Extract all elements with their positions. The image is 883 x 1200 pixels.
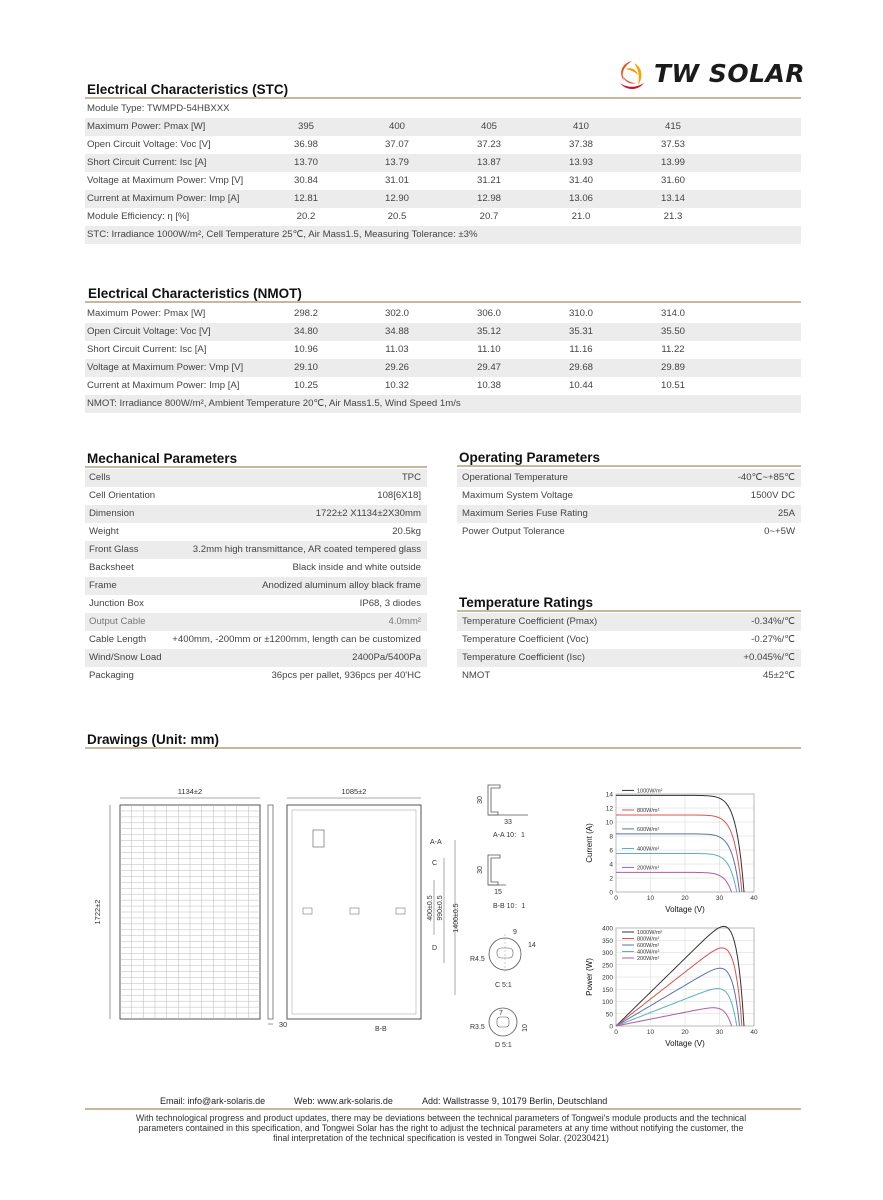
aa-height-label: 30 [477, 796, 484, 804]
stc-title: Electrical Characteristics (STC) [87, 82, 289, 97]
row-label: Temperature Coefficient (Voc) [462, 634, 589, 645]
section-bb [477, 855, 525, 910]
x-axis-label: Voltage (V) [665, 1039, 705, 1048]
nmot-rule [85, 301, 801, 303]
cell-value: 37.38 [568, 139, 593, 150]
nmot-title: Electrical Characteristics (NMOT) [88, 286, 302, 301]
footer-email: Email: info@ark-solaris.de [160, 1096, 266, 1106]
legend-label: 800W/m² [637, 808, 660, 814]
detail-d-label: D [432, 945, 438, 952]
bb-height-label: 30 [477, 866, 484, 874]
cell-value: 13.79 [384, 157, 409, 168]
mech-row [85, 469, 427, 487]
mech-row [85, 649, 427, 667]
op-row [457, 523, 801, 541]
row-label: Cable Length [89, 634, 147, 645]
cell-value: 37.53 [660, 139, 685, 150]
cell-value: 21.0 [571, 211, 591, 222]
operating-rule [457, 465, 801, 467]
mech-row [85, 595, 427, 613]
section-bb-label: B-B [375, 1026, 387, 1033]
legend-label: 1000W/m² [637, 930, 663, 936]
front-view [93, 787, 287, 1029]
brand-name: TW SOLAR [654, 59, 806, 88]
row-label: Maximum Power: Pmax [W] [87, 308, 206, 319]
y-tick-label: 250 [602, 962, 613, 970]
mech-row [85, 631, 427, 649]
y-axis-label: Current (A) [585, 823, 594, 863]
row-value: 2400Pa/5400Pa [352, 652, 421, 663]
frame-depth-label: 30 [278, 1020, 288, 1029]
row-value: 45±2℃ [762, 670, 795, 681]
cell-value: 10.51 [660, 380, 685, 391]
cell-value: 310.0 [568, 308, 593, 319]
operating-title: Operating Parameters [459, 450, 601, 465]
y-tick-label: 300 [602, 950, 613, 957]
stc-module-type-row [85, 100, 801, 118]
cell-value: 29.89 [660, 362, 685, 373]
temperature-table [457, 613, 801, 685]
stc-note-row [85, 226, 801, 244]
cell-value: 29.26 [384, 362, 409, 373]
legend-label: 200W/m² [637, 956, 660, 962]
detail-c [470, 929, 536, 989]
y-tick-label: 150 [602, 986, 613, 994]
cell-value: 13.93 [568, 157, 593, 168]
cell-value: 34.80 [293, 326, 318, 337]
row-label: Open Circuit Voltage: Voc [V] [87, 326, 211, 337]
stc-rule [85, 97, 801, 99]
detail-d [470, 1008, 529, 1049]
temp-row [457, 649, 801, 667]
y-tick-label: 100 [602, 999, 613, 1006]
row-label: Short Circuit Current: Isc [A] [87, 344, 207, 355]
temp-row [457, 631, 801, 649]
cell-value: 405 [480, 121, 497, 132]
row-label: Temperature Coefficient (Isc) [462, 652, 585, 663]
footer-rule [85, 1108, 801, 1110]
cell-value: 35.50 [660, 326, 685, 337]
cell-value: 10.32 [384, 380, 409, 391]
footer-address: Add: Wallstrasse 9, 10179 Berlin, Deutschland [422, 1096, 608, 1106]
legend-label: 200W/m² [637, 865, 660, 872]
row-label: Operational Temperature [462, 472, 568, 483]
y-tick-label: 50 [605, 1011, 613, 1019]
nmot-row [85, 341, 801, 359]
row-label: Power Output Tolerance [462, 526, 565, 537]
y-tick-label: 0 [609, 1023, 613, 1031]
d-width-label: 7 [499, 1010, 503, 1017]
legend-label: 1000W/m² [637, 788, 663, 795]
cell-value: 37.07 [384, 139, 409, 150]
cell-value: 29.10 [293, 362, 318, 373]
pv-curve-chart [580, 920, 770, 1054]
mech-row [85, 541, 427, 559]
row-value: Anodized aluminum alloy black frame [262, 580, 421, 591]
row-value: 3.2mm high transmittance, AR coated tempered glass [192, 544, 421, 555]
y-tick-label: 0 [609, 889, 613, 897]
nmot-row [85, 323, 801, 341]
row-label: Frame [89, 580, 117, 591]
dim-1400-label: 1400±0.5 [453, 903, 460, 933]
cell-value: 35.31 [568, 326, 593, 337]
row-label: Cells [89, 472, 111, 483]
stc-table [85, 100, 801, 244]
stc-row [85, 118, 801, 136]
stc-module-type: Module Type: TWMPD-54HBXXX [87, 103, 230, 114]
aa-width-label: 33 [504, 819, 512, 826]
row-label: Output Cable [89, 616, 146, 627]
dim-400-label: 400±0.5 [427, 895, 434, 921]
cell-value: 13.70 [293, 157, 318, 168]
row-label: NMOT [462, 670, 491, 681]
row-value: IP68, 3 diodes [359, 598, 421, 609]
op-row [457, 469, 801, 487]
nmot-row [85, 305, 801, 323]
mech-row [85, 523, 427, 541]
temp-row [457, 667, 801, 685]
cell-value: 37.23 [476, 139, 501, 150]
section-aa-label: A-A [430, 839, 442, 846]
y-tick-label: 6 [609, 847, 613, 855]
stc-row [85, 154, 801, 172]
sun-logo-icon [612, 57, 652, 95]
bb-width-label: 15 [494, 889, 502, 896]
row-label: Temperature Coefficient (Pmax) [462, 616, 598, 627]
row-label: Module Efficiency: η [%] [87, 211, 190, 222]
cell-value: 11.22 [661, 344, 685, 355]
cell-value: 21.3 [663, 211, 683, 222]
x-tick-label: 0 [614, 1029, 618, 1036]
y-tick-label: 2 [609, 875, 613, 883]
d-caption: D 5:1 [495, 1042, 512, 1049]
section-aa [477, 785, 528, 839]
cell-value: 29.47 [476, 362, 501, 373]
cell-value: 20.5 [387, 211, 407, 222]
y-tick-label: 4 [609, 861, 613, 869]
row-value: 108[6X18] [377, 490, 421, 501]
op-row [457, 487, 801, 505]
temperature-rule [457, 610, 801, 612]
x-tick-label: 0 [614, 895, 618, 902]
row-label: Open Circuit Voltage: Voc [V] [87, 139, 211, 150]
stc-row [85, 172, 801, 190]
x-tick-label: 10 [646, 1029, 655, 1036]
cell-value: 13.14 [660, 193, 685, 204]
row-value: 25A [777, 508, 795, 519]
brand-logo [612, 57, 806, 95]
mech-row [85, 559, 427, 577]
temp-row [457, 613, 801, 631]
x-tick-label: 40 [750, 895, 758, 902]
y-tick-label: 200 [602, 974, 613, 982]
cell-value: 11.10 [477, 344, 501, 355]
cell-value: 12.90 [384, 193, 409, 204]
row-label: Short Circuit Current: Isc [A] [87, 157, 207, 168]
legend-label: 400W/m² [637, 949, 660, 956]
cell-value: 30.84 [293, 175, 318, 186]
x-tick-label: 30 [715, 895, 724, 902]
row-value: Black inside and white outside [292, 562, 421, 573]
stc-row [85, 190, 801, 208]
operating-table [457, 469, 801, 541]
row-label: Maximum Series Fuse Rating [462, 508, 588, 519]
c-width-label: 9 [513, 929, 517, 936]
cell-value: 13.87 [476, 157, 501, 168]
nmot-table [85, 305, 801, 413]
cell-value: 20.2 [296, 211, 316, 222]
row-label: Maximum Power: Pmax [W] [87, 121, 206, 132]
stc-note: STC: Irradiance 1000W/m², Cell Temperature 25℃, Air Mass1.5, Measuring Tolerance: ±3% [87, 229, 478, 240]
cell-value: 10.44 [568, 380, 593, 391]
detail-c-label: C [432, 860, 438, 867]
cell-value: 400 [388, 121, 405, 132]
cell-value: 36.98 [293, 139, 318, 150]
row-label: Wind/Snow Load [89, 652, 162, 663]
row-value: +0.045%/℃ [743, 652, 795, 663]
cell-value: 13.06 [568, 193, 593, 204]
cell-value: 31.60 [660, 175, 685, 186]
front-height-label: 1722±2 [93, 899, 102, 925]
back-view [287, 787, 460, 1033]
mech-row [85, 505, 427, 523]
cell-value: 11.03 [385, 344, 409, 355]
row-label: Backsheet [89, 562, 134, 573]
row-label: Current at Maximum Power: Imp [A] [87, 193, 240, 204]
x-tick-label: 40 [750, 1029, 758, 1036]
row-label: Front Glass [89, 544, 139, 555]
x-tick-label: 20 [681, 1029, 689, 1036]
nmot-note-row [85, 395, 801, 413]
x-tick-label: 20 [681, 895, 689, 902]
nmot-note: NMOT: Irradiance 800W/m², Ambient Temperature 20℃, Air Mass1.5, Wind Speed 1m/s [87, 398, 461, 409]
drawings-rule [85, 747, 801, 749]
row-value: 20.5kg [392, 526, 421, 537]
cell-value: 20.7 [479, 211, 499, 222]
mechanical-rule [85, 466, 427, 468]
footer-disclaimer: With technological progress and product updates, there may be deviations between the technical parameters of Tongwei's module products and the technical parameters contained in this specification, and Tongwei Solar has the right to adjust the technical parameters at any time without notifying the customer, the final interpretation of the technical specification is vested in Tongwei Solar. (20230421) [135, 1113, 747, 1143]
nmot-row [85, 377, 801, 395]
cell-value: 10.38 [476, 380, 501, 391]
cell-value: 12.98 [476, 193, 501, 204]
mechanical-title: Mechanical Parameters [87, 451, 238, 466]
cell-value: 410 [572, 121, 589, 132]
mech-row [85, 577, 427, 595]
cell-value: 314.0 [660, 308, 685, 319]
stc-row [85, 136, 801, 154]
op-row [457, 505, 801, 523]
cell-value: 31.21 [476, 175, 501, 186]
module-drawings [0, 770, 590, 1060]
cell-value: 34.88 [384, 326, 409, 337]
row-label: Voltage at Maximum Power: Vmp [V] [87, 175, 244, 186]
aa-caption: A-A 10：1 [493, 832, 525, 839]
cell-value: 306.0 [476, 308, 501, 319]
y-tick-label: 350 [602, 937, 613, 945]
y-tick-label: 400 [602, 925, 613, 933]
x-tick-label: 10 [646, 895, 655, 902]
bb-caption: B-B 10：1 [493, 903, 526, 910]
row-value: 36pcs per pallet, 936pcs per 40'HC [271, 670, 421, 681]
cell-value: 415 [664, 121, 681, 132]
y-tick-label: 10 [605, 819, 613, 827]
y-tick-label: 12 [605, 805, 613, 813]
row-value: +400mm, -200mm or ±1200mm, length can be customized [172, 634, 421, 645]
cell-value: 11.16 [569, 344, 593, 355]
d-height-label: 10 [522, 1024, 529, 1032]
cell-value: 12.81 [293, 193, 318, 204]
legend-label: 600W/m² [637, 943, 660, 949]
cell-value: 298.2 [293, 308, 318, 319]
row-label: Voltage at Maximum Power: Vmp [V] [87, 362, 244, 373]
row-label: Packaging [89, 670, 134, 681]
y-tick-label: 8 [609, 833, 613, 841]
drawings-title: Drawings (Unit: mm) [87, 732, 220, 747]
cell-value: 395 [297, 121, 314, 132]
c-caption: C 5:1 [495, 982, 512, 989]
legend-label: 600W/m² [637, 826, 660, 833]
d-radius-label: R3.5 [470, 1024, 485, 1031]
mech-row [85, 613, 427, 631]
footer-web: Web: www.ark-solaris.de [294, 1096, 393, 1106]
row-label: Maximum System Voltage [462, 490, 573, 501]
front-width-label: 1134±2 [177, 787, 203, 796]
row-value: -40℃~+85℃ [737, 472, 795, 483]
stc-row [85, 208, 801, 226]
row-label: Junction Box [89, 598, 144, 609]
x-tick-label: 30 [715, 1029, 724, 1036]
mech-row [85, 487, 427, 505]
legend-label: 400W/m² [637, 846, 660, 853]
y-tick-label: 14 [605, 791, 613, 799]
c-height-label: 14 [528, 942, 536, 949]
row-value: -0.34%/℃ [751, 616, 795, 627]
row-value: 4.0mm² [388, 616, 421, 627]
cell-value: 302.0 [384, 308, 409, 319]
cell-value: 13.99 [660, 157, 685, 168]
cell-value: 31.01 [384, 175, 409, 186]
row-label: Dimension [89, 508, 135, 519]
cell-value: 10.96 [293, 344, 318, 355]
row-label: Weight [89, 526, 119, 537]
y-axis-label: Power (W) [585, 958, 594, 996]
row-value: 1500V DC [750, 490, 795, 501]
legend-label: 800W/m² [637, 936, 660, 943]
row-label: Current at Maximum Power: Imp [A] [87, 380, 240, 391]
temperature-title: Temperature Ratings [459, 595, 594, 610]
row-value: 1722±2 X1134±2X30mm [315, 508, 421, 519]
dim-990-label: 990±0.5 [437, 895, 444, 921]
back-width-label: 1085±2 [341, 787, 367, 796]
c-radius-label: R4.5 [470, 956, 485, 963]
mechanical-table [85, 469, 427, 685]
iv-curve-chart [580, 786, 770, 920]
cell-value: 31.40 [568, 175, 593, 186]
nmot-row [85, 359, 801, 377]
mech-row [85, 667, 427, 685]
cell-value: 10.25 [293, 380, 318, 391]
cell-value: 35.12 [476, 326, 501, 337]
x-axis-label: Voltage (V) [665, 905, 705, 914]
row-value: 0~+5W [764, 526, 795, 537]
row-value: -0.27%/℃ [751, 634, 795, 645]
row-label: Cell Orientation [89, 490, 156, 501]
row-value: TPC [401, 472, 421, 483]
cell-value: 29.68 [568, 362, 593, 373]
